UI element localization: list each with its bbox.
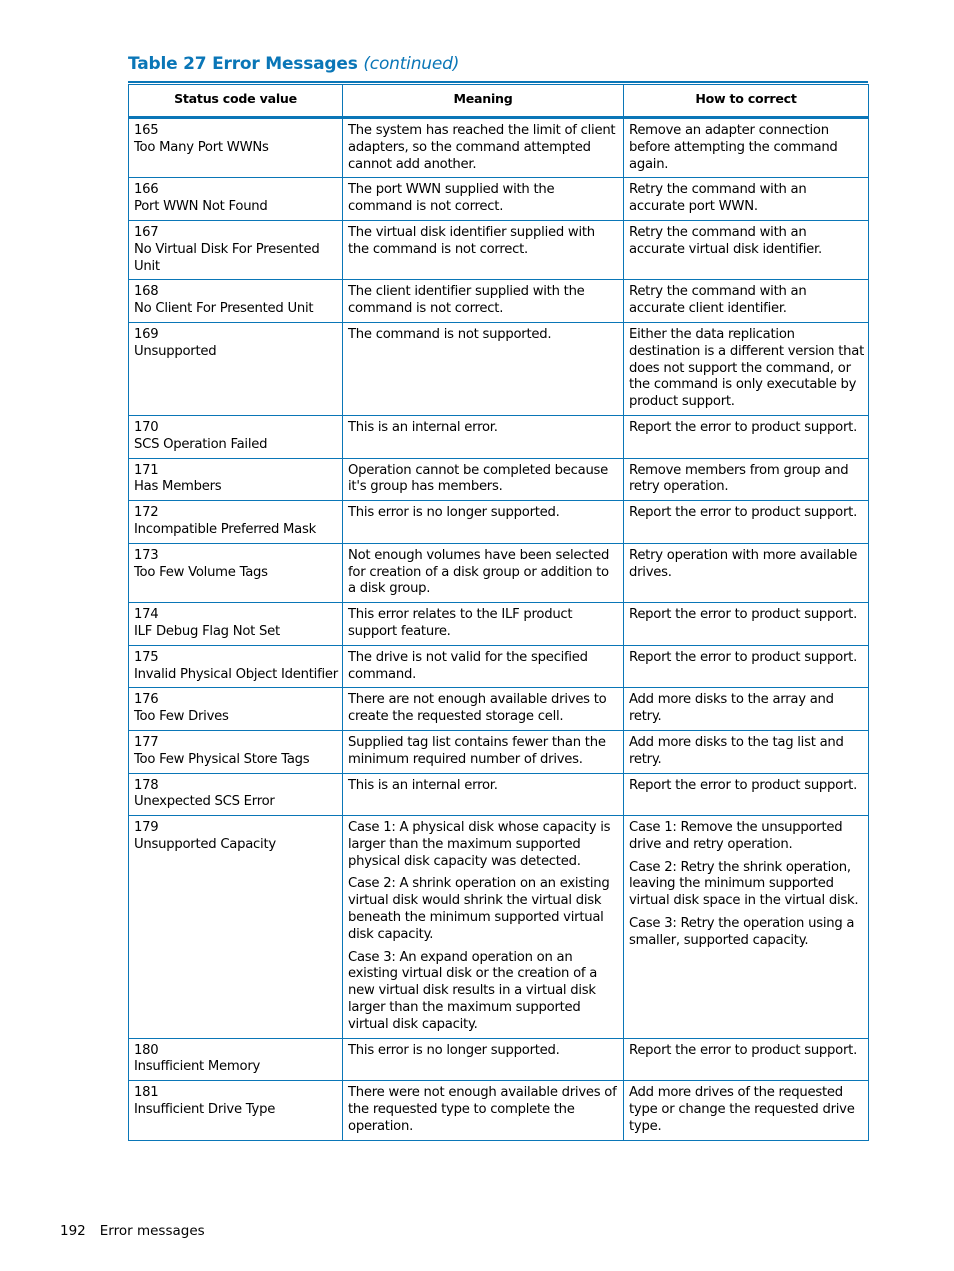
table-row (129, 773, 869, 816)
how-to-correct-text: Add more disks to the tag list and retry. (629, 734, 844, 767)
how-to-correct-cell (624, 816, 869, 1039)
status-code-value: 174 (134, 607, 159, 623)
status-code-value: 176 (134, 692, 159, 708)
status-code-cell (129, 1038, 343, 1081)
column-header-meaning: Meaning (343, 85, 624, 118)
meaning-text: Case 2: A shrink operation on an existing virtual disk would shrink the virtual disk beneath the minimum supported virtual disk capacity. (348, 876, 610, 942)
meaning-text: Case 3: An expand operation on an existing virtual disk or the creation of a new virtual disk results in a virtual disk larger than the maximum supported virtual disk capacity. (348, 949, 598, 1032)
how-to-correct-text: Retry the command with an accurate client identifier. (629, 284, 807, 317)
meaning-text: The client identifier supplied with the command is not correct. (348, 284, 585, 317)
status-code-name: Too Few Drives (134, 709, 229, 725)
meaning-text: There were not enough available drives of the requested type to complete the operation. (348, 1085, 617, 1134)
how-to-correct-text: Report the error to product support. (629, 607, 858, 623)
how-to-correct-text: Retry operation with more available drives. (629, 547, 858, 580)
meaning-text: Operation cannot be completed because it's group has members. (348, 462, 609, 495)
meaning-cell (343, 645, 624, 688)
status-code-name: Invalid Physical Object Identifier (134, 666, 338, 682)
how-to-correct-text: Report the error to product support. (629, 505, 858, 521)
table-body (129, 118, 869, 1141)
how-to-correct-text: Remove members from group and retry operation. (629, 462, 849, 495)
status-code-cell (129, 543, 343, 602)
meaning-cell (343, 1038, 624, 1081)
table-header (129, 85, 869, 118)
meaning-text: The drive is not valid for the specified command. (348, 649, 588, 682)
header-row (129, 85, 869, 118)
footer-section-title: Error messages (99, 1223, 205, 1239)
status-code-name: SCS Operation Failed (134, 436, 268, 452)
table-row (129, 603, 869, 646)
page-footer (60, 1223, 205, 1239)
status-code-value: 173 (134, 547, 159, 563)
status-code-cell (129, 458, 343, 501)
meaning-cell (343, 178, 624, 221)
how-to-correct-cell (624, 501, 869, 544)
status-code-name: Too Few Volume Tags (134, 564, 268, 580)
table-row (129, 1081, 869, 1140)
how-to-correct-cell (624, 603, 869, 646)
page-number: 192 (60, 1223, 86, 1239)
how-to-correct-text: Add more drives of the requested type or change the requested drive type. (629, 1085, 855, 1134)
status-code-value: 170 (134, 419, 159, 435)
how-to-correct-text: Remove an adapter connection before attempting the command again. (629, 123, 838, 172)
status-code-cell (129, 688, 343, 731)
table-row (129, 816, 869, 1039)
meaning-text: The virtual disk identifier supplied with the command is not correct. (348, 224, 595, 257)
status-code-cell (129, 773, 343, 816)
how-to-correct-text: Retry the command with an accurate virtual disk identifier. (629, 224, 822, 257)
table-row (129, 1038, 869, 1081)
meaning-cell (343, 280, 624, 323)
meaning-cell (343, 816, 624, 1039)
how-to-correct-text: Retry the command with an accurate port WWN. (629, 182, 807, 215)
status-code-cell (129, 816, 343, 1039)
how-to-correct-cell (624, 322, 869, 415)
status-code-cell (129, 178, 343, 221)
table-caption (128, 54, 459, 74)
meaning-cell (343, 543, 624, 602)
status-code-cell (129, 280, 343, 323)
how-to-correct-cell (624, 118, 869, 178)
how-to-correct-text: Case 2: Retry the shrink operation, leaving the minimum supported virtual disk space in the virtual disk. (629, 859, 859, 909)
status-code-cell (129, 322, 343, 415)
status-code-value: 179 (134, 820, 159, 836)
table-row (129, 415, 869, 458)
table-row (129, 458, 869, 501)
table-caption-label: Table 27 Error Messages (128, 54, 358, 74)
meaning-cell (343, 688, 624, 731)
status-code-name: ILF Debug Flag Not Set (134, 623, 280, 639)
table-row (129, 118, 869, 178)
meaning-text: The port WWN supplied with the command is not correct. (348, 182, 555, 215)
how-to-correct-text: Report the error to product support. (629, 1042, 858, 1058)
table-row (129, 322, 869, 415)
status-code-name: Unexpected SCS Error (134, 794, 275, 810)
meaning-text: This is an internal error. (348, 419, 498, 435)
meaning-cell (343, 458, 624, 501)
status-code-name: Unsupported Capacity (134, 836, 276, 852)
status-code-name: Too Many Port WWNs (134, 139, 269, 155)
table-row (129, 220, 869, 279)
how-to-correct-cell (624, 1081, 869, 1140)
table-row (129, 730, 869, 773)
how-to-correct-cell (624, 220, 869, 279)
how-to-correct-cell (624, 415, 869, 458)
how-to-correct-text: Report the error to product support. (629, 777, 858, 793)
meaning-text: There are not enough available drives to create the requested storage cell. (348, 692, 607, 725)
status-code-value: 165 (134, 123, 159, 138)
how-to-correct-cell (624, 458, 869, 501)
table-row (129, 501, 869, 544)
column-header-status-code: Status code value (129, 85, 343, 118)
status-code-value: 181 (134, 1085, 159, 1101)
meaning-cell (343, 603, 624, 646)
how-to-correct-text: Either the data replication destination is a different version that does not support the command, or the command is only executable by product support. (629, 326, 865, 410)
how-to-correct-cell (624, 543, 869, 602)
table-caption-continued: (continued) (363, 54, 460, 74)
status-code-value: 172 (134, 505, 159, 521)
how-to-correct-cell (624, 688, 869, 731)
status-code-cell (129, 415, 343, 458)
status-code-value: 175 (134, 649, 159, 665)
how-to-correct-cell (624, 730, 869, 773)
table-row (129, 178, 869, 221)
status-code-name: Has Members (134, 479, 222, 495)
status-code-cell (129, 645, 343, 688)
meaning-text: This error is no longer supported. (348, 505, 560, 521)
how-to-correct-cell (624, 178, 869, 221)
column-header-how-to-correct: How to correct (624, 85, 869, 118)
status-code-name: Too Few Physical Store Tags (134, 751, 310, 767)
meaning-cell (343, 322, 624, 415)
meaning-cell (343, 730, 624, 773)
status-code-value: 177 (134, 734, 159, 750)
meaning-cell (343, 773, 624, 816)
meaning-text: Case 1: A physical disk whose capacity is larger than the maximum supported physical disk capacity was detected. (348, 820, 611, 869)
meaning-cell (343, 501, 624, 544)
status-code-value: 166 (134, 182, 159, 198)
status-code-name: No Virtual Disk For Presented Unit (134, 241, 320, 274)
table-row (129, 688, 869, 731)
how-to-correct-text: Report the error to product support. (629, 419, 858, 435)
status-code-value: 167 (134, 224, 159, 240)
how-to-correct-text: Case 3: Retry the operation using a smaller, supported capacity. (629, 916, 855, 948)
meaning-text: The system has reached the limit of client adapters, so the command attempted cannot add another. (348, 123, 616, 172)
table-row (129, 645, 869, 688)
status-code-cell (129, 220, 343, 279)
status-code-cell (129, 1081, 343, 1140)
status-code-value: 169 (134, 326, 159, 342)
status-code-name: Insufficient Memory (134, 1059, 261, 1075)
meaning-cell (343, 118, 624, 178)
meaning-cell (343, 220, 624, 279)
status-code-cell (129, 118, 343, 178)
meaning-cell (343, 415, 624, 458)
table-row (129, 280, 869, 323)
status-code-value: 168 (134, 284, 159, 300)
how-to-correct-text: Add more disks to the array and retry. (629, 692, 834, 725)
status-code-name: Insufficient Drive Type (134, 1102, 276, 1118)
how-to-correct-text: Case 1: Remove the unsupported drive and retry operation. (629, 820, 843, 852)
table-row (129, 543, 869, 602)
meaning-text: This error is no longer supported. (348, 1042, 560, 1058)
status-code-value: 178 (134, 777, 159, 793)
status-code-cell (129, 603, 343, 646)
how-to-correct-cell (624, 645, 869, 688)
meaning-text: Not enough volumes have been selected for creation of a disk group or addition to a disk group. (348, 547, 610, 597)
how-to-correct-cell (624, 280, 869, 323)
how-to-correct-cell (624, 1038, 869, 1081)
status-code-name: Unsupported (134, 343, 217, 359)
caption-rule (128, 81, 868, 83)
status-code-name: Incompatible Preferred Mask (134, 521, 316, 537)
meaning-text: The command is not supported. (348, 326, 552, 342)
how-to-correct-cell (624, 773, 869, 816)
how-to-correct-text: Report the error to product support. (629, 649, 858, 665)
status-code-value: 171 (134, 462, 159, 478)
status-code-cell (129, 501, 343, 544)
status-code-name: Port WWN Not Found (134, 199, 268, 215)
meaning-text: This error relates to the ILF product support feature. (348, 607, 573, 639)
meaning-text: This is an internal error. (348, 777, 498, 793)
meaning-text: Supplied tag list contains fewer than the minimum required number of drives. (348, 734, 606, 767)
error-messages-table (128, 84, 869, 1141)
status-code-cell (129, 730, 343, 773)
status-code-value: 180 (134, 1042, 159, 1058)
meaning-cell (343, 1081, 624, 1140)
status-code-name: No Client For Presented Unit (134, 301, 314, 317)
